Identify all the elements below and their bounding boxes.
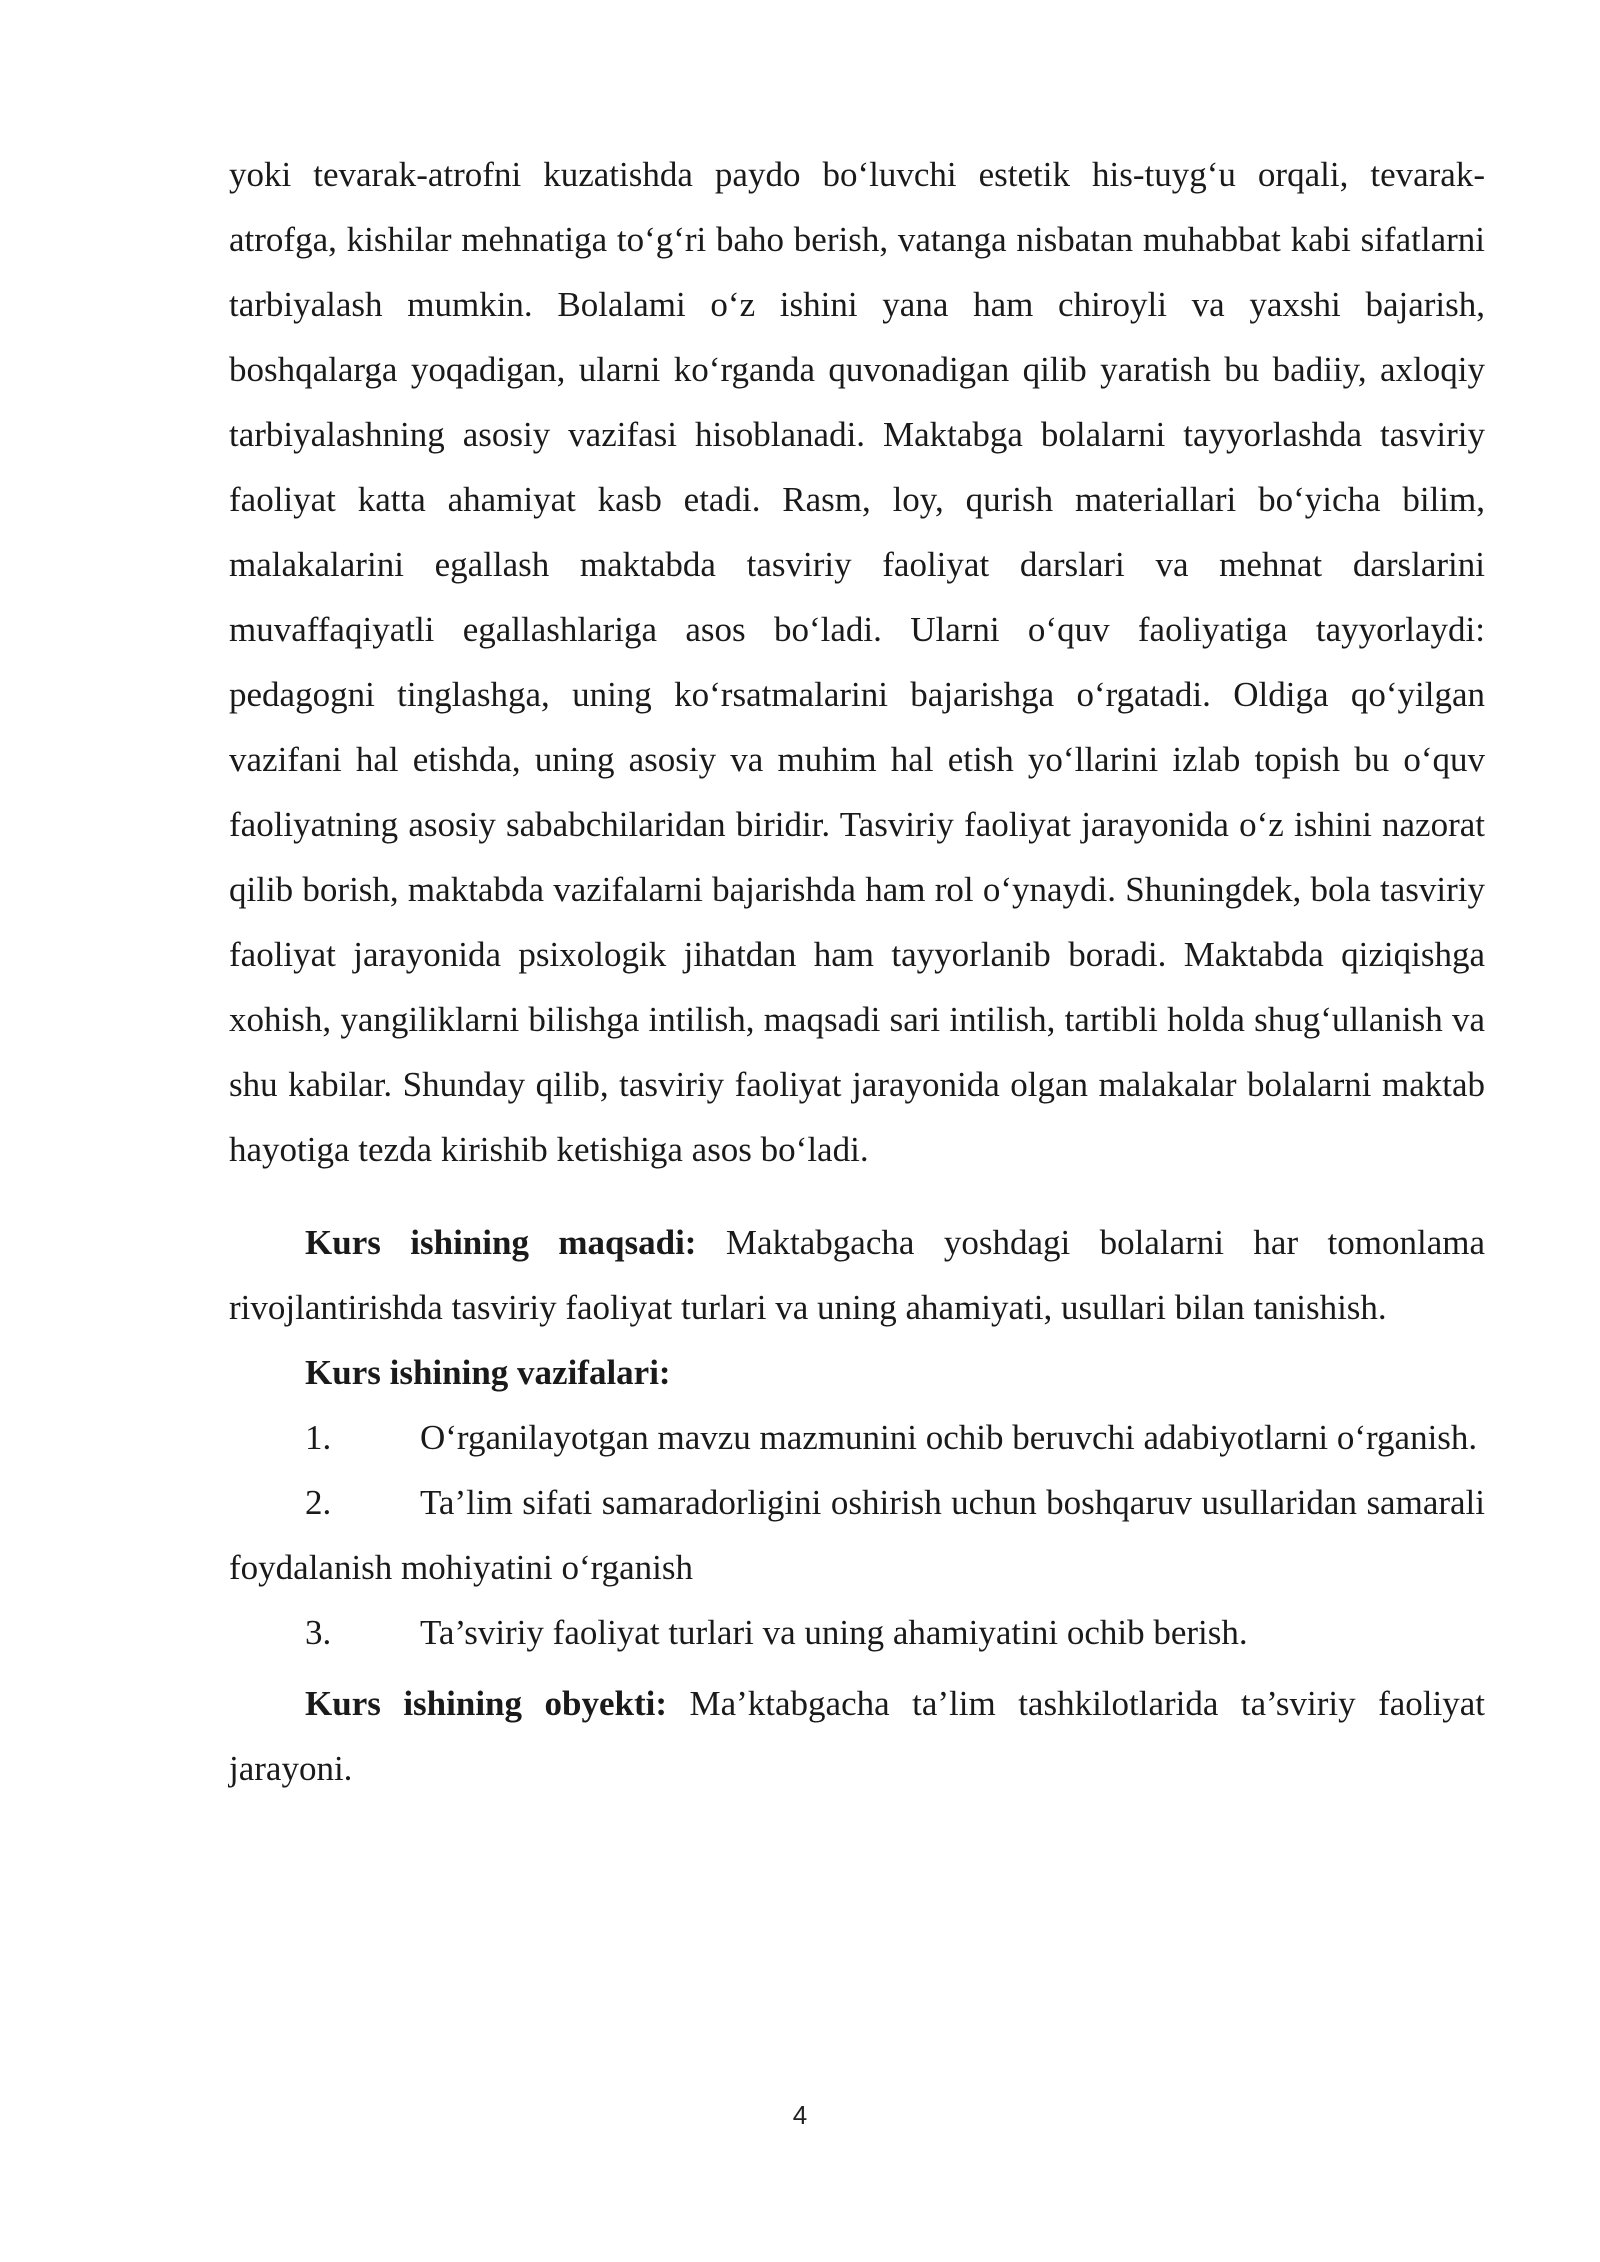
task-text: Ta’lim sifati samaradorligini oshirish uchun boshqaruv usullaridan samarali foydalanish mohiyatini o‘rganish (229, 1483, 1485, 1587)
task-item-1 (229, 1405, 1485, 1470)
goal-label: Kurs ishining maqsadi: (305, 1223, 697, 1262)
task-text: O‘rganilayotgan mavzu mazmunini ochib beruvchi adabiyotlarni o‘rganish. (420, 1418, 1478, 1457)
task-item-3 (229, 1600, 1485, 1665)
task-text: Ta’sviriy faoliyat turlari va uning ahamiyatini ochib berish. (420, 1613, 1248, 1652)
object-text: Ma’ktabgacha ta’lim tashkilotlarida ta’sviriy faoliyat jarayoni. (229, 1684, 1485, 1788)
task-number: 3. (305, 1613, 332, 1652)
page-number: 4 (792, 2100, 808, 2130)
object-paragraph (229, 1671, 1485, 1801)
task-number: 1. (305, 1418, 332, 1457)
intro-paragraph: yoki tevarak-atrofni kuzatishda paydo bo‘luvchi estetik his-tuyg‘u orqali, tevarak-atrofga, kishilar mehnatiga to‘g‘ri baho berish, vatanga nisbatan muhabbat kabi sifatlarni tarbiyalash mumkin. Bolalami o‘z ishini yana ham chiroyli va yaxshi bajarish, boshqalarga yoqadigan, ularni ko‘rganda quvonadigan qilib yaratish bu badiiy, axloqiy tarbiyalashning asosiy vazifasi hisoblanadi. Maktabga bolalarni tayyorlashda tasviriy faoliyat katta ahamiyat kasb etadi. Rasm, loy, qurish materiallari bo‘yicha bilim, malakalarini egallash maktabda tasviriy faoliyat darslari va mehnat darslarini muvaffaqiyatli egallashlariga asos bo‘ladi. Ularni o‘quv faoliyatiga tayyorlaydi: pedagogni tinglashga, uning ko‘rsatmalarini bajarishga o‘rgatadi. Oldiga qo‘yilgan vazifani hal etishda, uning asosiy va muhim hal etish yo‘llarini izlab topish bu o‘quv faoliyatning asosiy sababchilaridan biridir. Tasviriy faoliyat jarayonida o‘z ishini nazorat qilib borish, maktabda vazifalarni bajarishda ham rol o‘ynaydi. Shuningdek, bola tasviriy faoliyat jarayonida psixologik jihatdan ham tayyorlanib boradi. Maktabda qiziqishga xohish, yangiliklarni bilishga intilish, maqsadi sari intilish, tartibli holda shug‘ullanish va shu kabilar. Shunday qilib, tasviriy faoliyat jarayonida olgan malakalar bolalarni maktab hayotiga tezda kirishib ketishiga asos bo‘ladi. (229, 155, 1485, 1169)
goal-text: Maktabgacha yoshdagi bolalarni har tomonlama rivojlantirishda tasviriy faoliyat turlari va uning ahamiyati, usullari bilan tanishish. (229, 1223, 1486, 1327)
task-number: 2. (305, 1483, 332, 1522)
goal-paragraph (229, 1210, 1485, 1340)
object-label: Kurs ishining obyekti: (305, 1684, 667, 1723)
document-page (229, 142, 1485, 1801)
task-item-2 (229, 1470, 1485, 1600)
tasks-heading: Kurs ishining vazifalari: (305, 1353, 671, 1392)
